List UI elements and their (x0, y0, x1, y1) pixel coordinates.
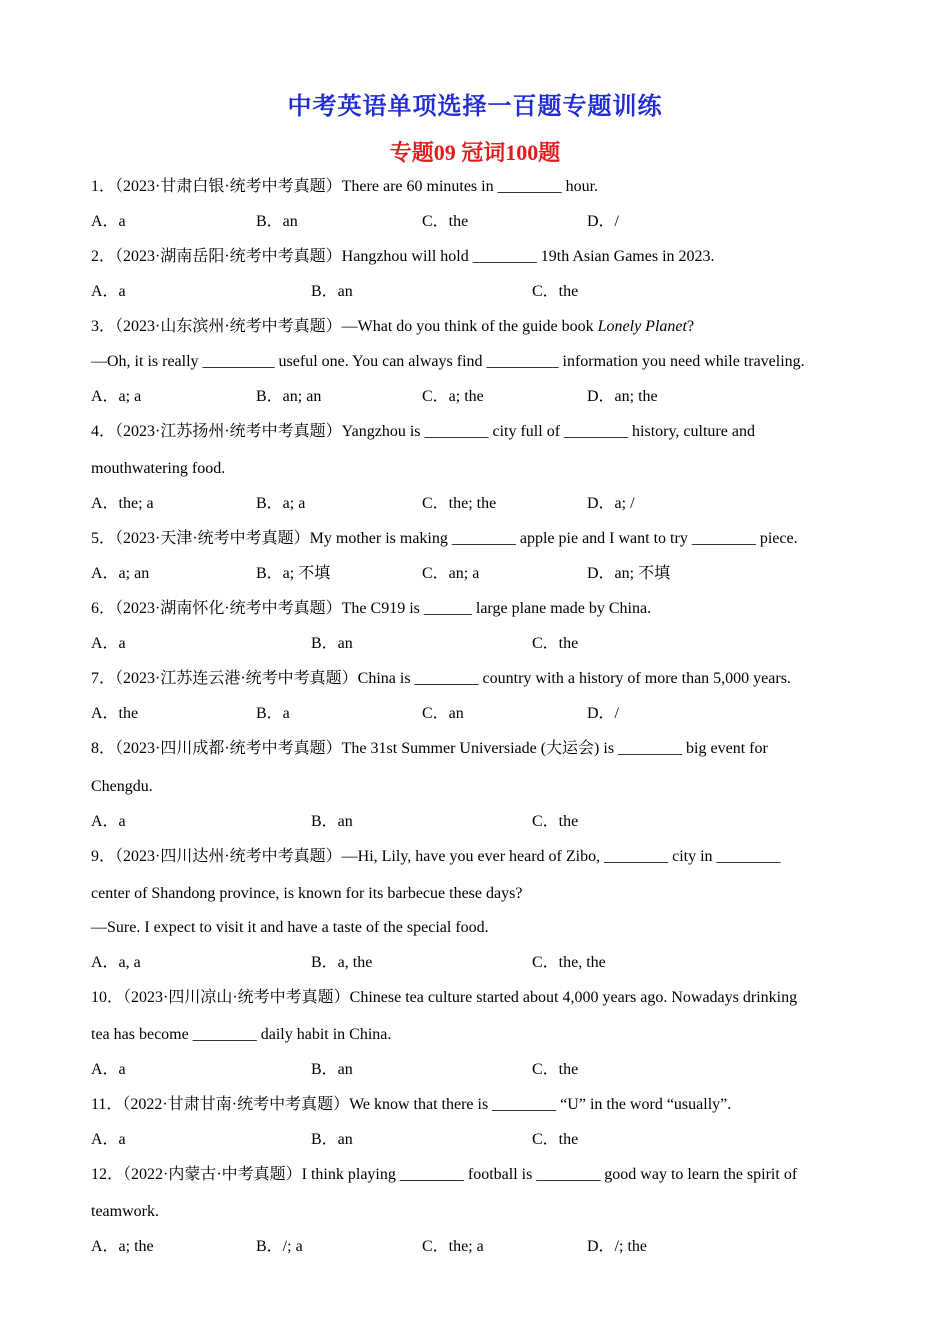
option-d: D．/ (587, 705, 620, 722)
option-a: A．a (91, 1061, 126, 1078)
question-1-stem: 1．（2023·甘肃白银·统考中考真题）There are 60 minutes in ________ hour. (91, 178, 599, 195)
option-b: B．an (311, 1131, 353, 1148)
option-d: D．/ (587, 213, 620, 230)
option-b: B．a; 不填 (256, 565, 331, 582)
question-9-stem-line-2: center of Shandong province, is known for its barbecue these days? (91, 885, 523, 902)
option-a: A．a (91, 283, 126, 300)
question-7-stem: 7．（2023·江苏连云港·统考中考真题）China is ________ country with a history of more than 5,000 years. (91, 670, 791, 687)
question-3-stem-line-2: —Oh, it is really _________ useful one. You can always find _________ information you need while traveling. (91, 353, 805, 370)
option-a: A．a (91, 813, 126, 830)
book-title: Lonely Planet (597, 318, 687, 335)
option-b: B．an (256, 213, 298, 230)
option-b: B．an (311, 283, 353, 300)
option-b: B．a, the (311, 954, 373, 971)
question-4-stem: 4．（2023·江苏扬州·统考中考真题）Yangzhou is ________ city full of ________ history, culture and (91, 423, 755, 440)
page-subtitle: 专题09 冠词100题 (389, 140, 561, 165)
question-3-stem: 3．（2023·山东滨州·统考中考真题）—What do you think of the guide book Lonely Planet? (91, 318, 695, 335)
option-c: C．the (532, 1131, 579, 1148)
option-b: B．an (311, 1061, 353, 1078)
option-b: B．a (256, 705, 290, 722)
option-b: B．an (311, 813, 353, 830)
option-a: A．the; a (91, 495, 154, 512)
question-6-stem: 6．（2023·湖南怀化·统考中考真题）The C919 is ______ large plane made by China. (91, 600, 652, 617)
option-c: C．the; the (422, 495, 497, 512)
option-b: B．/; a (256, 1238, 303, 1255)
question-10-stem-line-2: tea has become ________ daily habit in China. (91, 1026, 392, 1043)
option-c: C．the (532, 283, 579, 300)
option-d: D．an; the (587, 388, 658, 405)
option-a: A．a; a (91, 388, 142, 405)
option-d: D．an; 不填 (587, 565, 671, 582)
page-title: 中考英语单项选择一百题专题训练 (287, 94, 663, 120)
option-c: C．the (422, 213, 469, 230)
question-4-stem-line-2: mouthwatering food. (91, 460, 226, 477)
option-a: A．a, a (91, 954, 141, 971)
option-d: D．/; the (587, 1238, 647, 1255)
option-a: A．the (91, 705, 139, 722)
question-11-stem: 11．（2022·甘肃甘南·统考中考真题）We know that there is ________ “U” in the word “usually”. (91, 1096, 732, 1113)
question-9-stem-line-3: —Sure. I expect to visit it and have a taste of the special food. (91, 919, 489, 936)
question-5-stem: 5．（2023·天津·统考中考真题）My mother is making ________ apple pie and I want to try ________ piece. (91, 530, 798, 547)
option-c: C．the (532, 635, 579, 652)
option-a: A．a (91, 213, 126, 230)
question-2-stem: 2．（2023·湖南岳阳·统考中考真题）Hangzhou will hold ________ 19th Asian Games in 2023. (91, 248, 715, 265)
option-b: B．an (311, 635, 353, 652)
option-a: A．a; the (91, 1238, 154, 1255)
option-b: B．a; a (256, 495, 306, 512)
option-a: A．a; an (91, 565, 150, 582)
question-12-stem: 12．（2022·内蒙古·中考真题）I think playing ________ football is ________ good way to learn the spirit of (91, 1166, 798, 1183)
question-8-stem: 8．（2023·四川成都·统考中考真题）The 31st Summer Universiade (大运会) is ________ big event for (91, 740, 768, 757)
option-c: C．a; the (422, 388, 484, 405)
option-d: D．a; / (587, 495, 635, 512)
option-c: C．an (422, 705, 464, 722)
option-c: C．the (532, 813, 579, 830)
option-c: C．the, the (532, 954, 606, 971)
question-10-stem: 10．（2023·四川凉山·统考中考真题）Chinese tea culture started about 4,000 years ago. Nowadays drinking (91, 989, 798, 1006)
option-c: C．the (532, 1061, 579, 1078)
question-9-stem: 9．（2023·四川达州·统考中考真题）—Hi, Lily, have you ever heard of Zibo, ________ city in ________ (91, 848, 781, 865)
option-c: C．the; a (422, 1238, 484, 1255)
option-c: C．an; a (422, 565, 480, 582)
option-a: A．a (91, 635, 126, 652)
option-b: B．an; an (256, 388, 322, 405)
option-a: A．a (91, 1131, 126, 1148)
question-8-stem-line-2: Chengdu. (91, 778, 153, 795)
question-12-stem-line-2: teamwork. (91, 1203, 159, 1220)
